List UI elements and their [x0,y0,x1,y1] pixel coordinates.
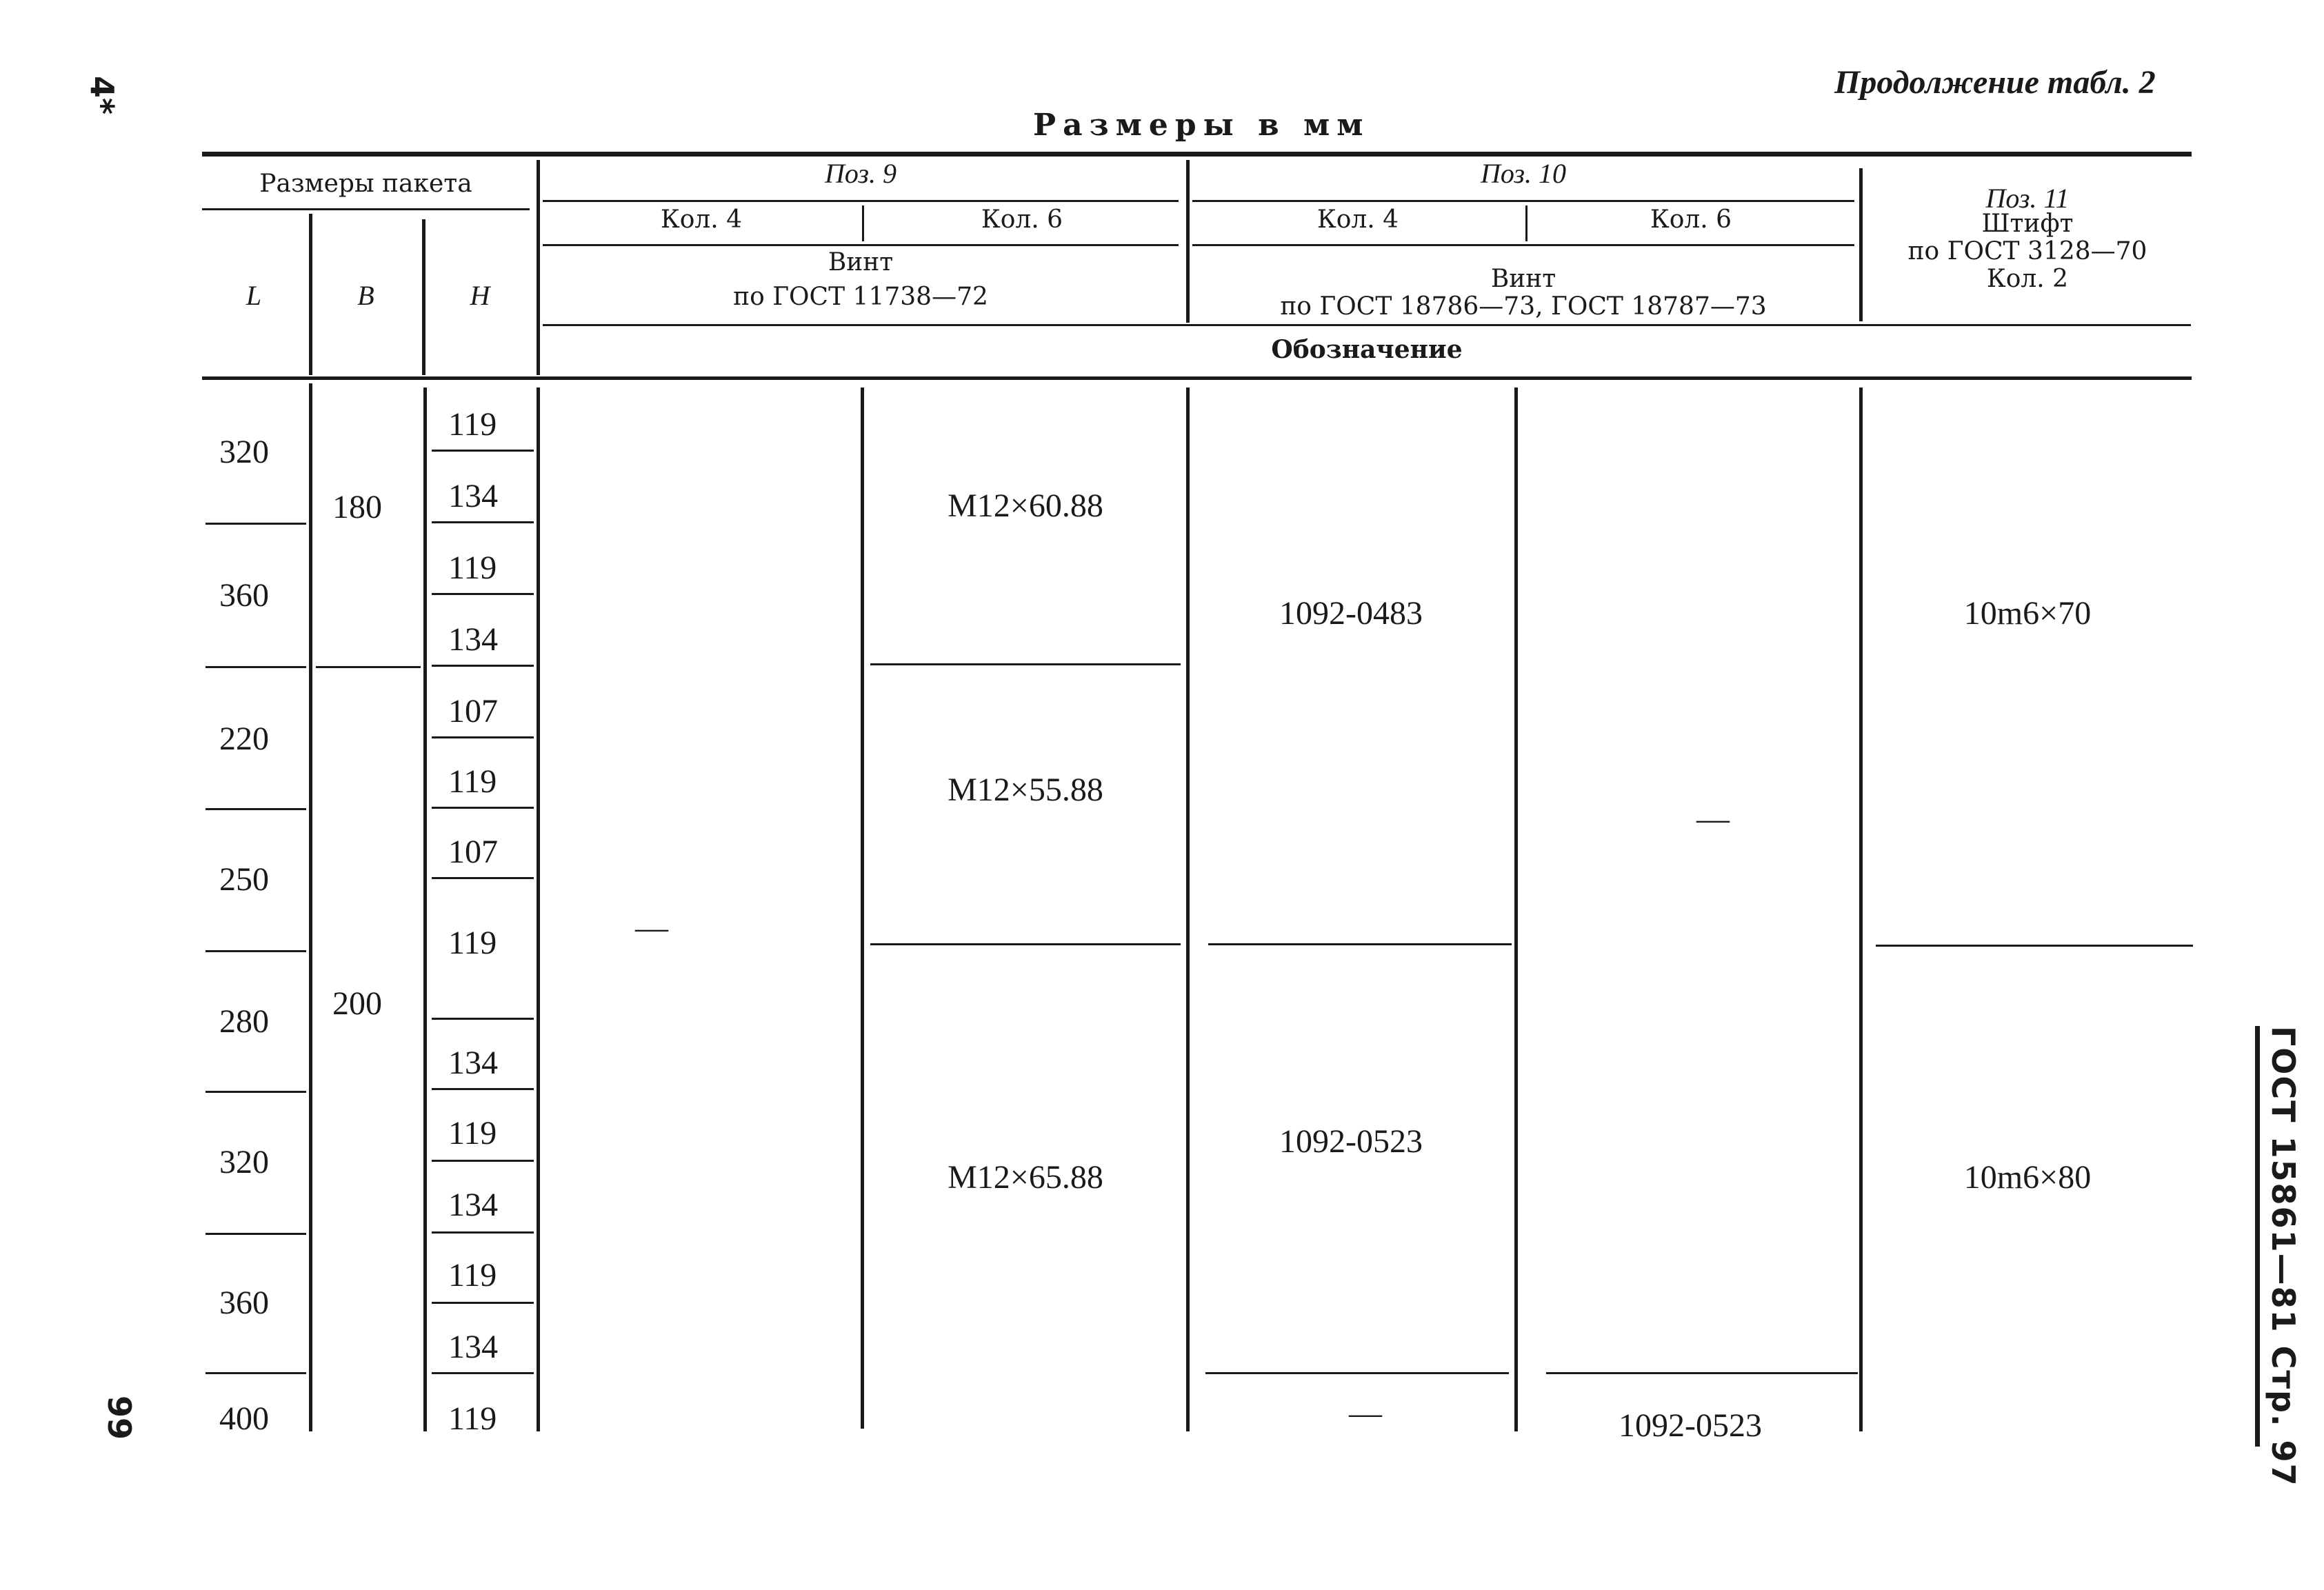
L-rule [206,1091,306,1093]
rule-under-header [202,376,2192,380]
H-value: 119 [448,1400,497,1437]
header-col-H: H [470,280,490,311]
H-value: 134 [448,1329,498,1365]
header-pos9-kol6: Кол. 6 [981,205,1063,234]
pos10-kol6-value: 1092-0523 [1619,1407,1762,1444]
header-pos9-std: по ГОСТ 11738—72 [733,283,988,311]
H-value: 119 [448,1257,497,1294]
H-rule [432,665,534,667]
header-col-L: L [246,280,262,311]
pos10-kol4-rule [1208,943,1512,945]
vline-body-pos10-kol [1514,388,1518,1431]
pos9-kol4-value: — [635,909,668,946]
H-value: 119 [448,550,497,586]
pos11-value: 10m6×80 [1963,1159,2092,1196]
H-value: 134 [448,621,498,658]
header-designation: Обозначение [1271,335,1463,364]
L-value: 220 [219,721,269,757]
vline-body-pos10-pos11 [1859,388,1863,1431]
L-rule [206,808,306,810]
H-rule [432,1018,534,1020]
vline-pos10-pos11 [1859,168,1863,321]
L-rule [206,1372,306,1374]
L-rule [206,523,306,525]
header-pos10-std: по ГОСТ 18786—73, ГОСТ 18787—73 [1280,292,1767,321]
page-number: 99 [101,1396,138,1440]
L-value: 360 [219,1285,269,1321]
units-title: Размеры в мм [1033,108,1370,143]
H-rule [432,1231,534,1234]
rule-under-package [202,208,530,210]
H-rule [432,593,534,595]
H-value: 134 [448,1187,498,1223]
vline-body-H-pos9 [537,388,540,1431]
H-value: 119 [448,406,497,443]
header-pos10-kol4: Кол. 4 [1316,205,1399,234]
pos10-kol4-rule [1205,1372,1509,1374]
rule-above-designation [543,324,2191,326]
header-pos9-vint: Винт [828,248,894,276]
vline-body-B-H [423,388,427,1431]
L-value: 250 [219,861,269,898]
B-value: 200 [332,985,382,1022]
pos9-kol6-rule [870,943,1181,945]
L-rule [206,1233,306,1235]
pos10-kol4-value: 1092-0523 [1279,1123,1423,1160]
header-pos9-kol4: Кол. 4 [660,205,743,234]
corner-mark: 4* [83,76,121,115]
header-pos9: Поз. 9 [825,158,896,189]
header-pos11: Поз. 11 [1985,183,2070,214]
H-value: 119 [448,763,497,800]
rule-under-pos9 [543,200,1179,202]
vline-body-L-B [309,383,312,1431]
H-rule [432,1088,534,1090]
pos11-value: 10m6×70 [1963,595,2092,632]
L-value: 400 [219,1400,269,1437]
H-value: 134 [448,478,498,514]
pos11-rule [1876,945,2193,947]
side-rule [2255,1026,2260,1447]
H-value: 119 [448,925,497,961]
L-value: 320 [219,1144,269,1180]
vline-kol-10 [1525,205,1527,241]
B-rule [316,666,421,668]
pos9-kol6-rule [870,663,1181,665]
H-rule [432,450,534,452]
rule-under-kol-10 [1192,244,1854,246]
vline-body-pos9-pos10 [1186,388,1190,1431]
header-pos10-kol6: Кол. 6 [1650,205,1732,234]
L-value: 360 [219,577,269,614]
H-rule [432,1372,534,1374]
header-pos11-item: Штифт [1981,210,2074,238]
pos10-kol4-value: 1092-0483 [1279,595,1423,632]
H-rule [432,521,534,523]
H-value: 107 [448,834,498,870]
pos9-kol6-value: M12×65.88 [948,1159,1103,1196]
continuation-label: Продолжение табл. 2 [1834,64,2156,101]
B-value: 180 [332,489,382,525]
vline-body-pos9-kol [861,388,864,1429]
pos10-kol6-value: — [1696,801,1730,837]
table-top-rule [202,152,2192,157]
header-pos11-qty: Кол. 2 [1986,265,2069,293]
pos10-kol6-rule [1546,1372,1858,1374]
L-value: 320 [219,434,269,470]
header-package-sizes: Размеры пакета [259,170,472,198]
H-rule [432,877,534,879]
header-pos10-vint: Винт [1490,265,1556,293]
L-rule [206,666,306,668]
H-rule [432,807,534,809]
header-pos11-std: по ГОСТ 3128—70 [1907,237,2147,265]
pos9-kol6-value: M12×60.88 [948,487,1103,524]
pos9-kol6-value: M12×55.88 [948,772,1103,808]
vline-H-pos9 [537,160,540,375]
H-value: 107 [448,693,498,729]
rule-under-pos10 [1192,200,1854,202]
H-rule [432,736,534,738]
L-rule [206,950,306,952]
rule-under-kol-9 [543,244,1179,246]
vline-kol-9 [862,205,864,241]
H-value: 134 [448,1045,498,1081]
L-value: 280 [219,1003,269,1040]
H-value: 119 [448,1115,497,1151]
H-rule [432,1302,534,1304]
header-pos10: Поз. 10 [1481,158,1566,189]
vline-pos9-pos10 [1186,160,1190,323]
side-text: ГОСТ 15861—81 Стр. 97 [2265,1026,2302,1487]
H-rule [432,1160,534,1162]
header-col-B: B [357,280,374,311]
pos10-kol4-value: — [1349,1395,1382,1431]
